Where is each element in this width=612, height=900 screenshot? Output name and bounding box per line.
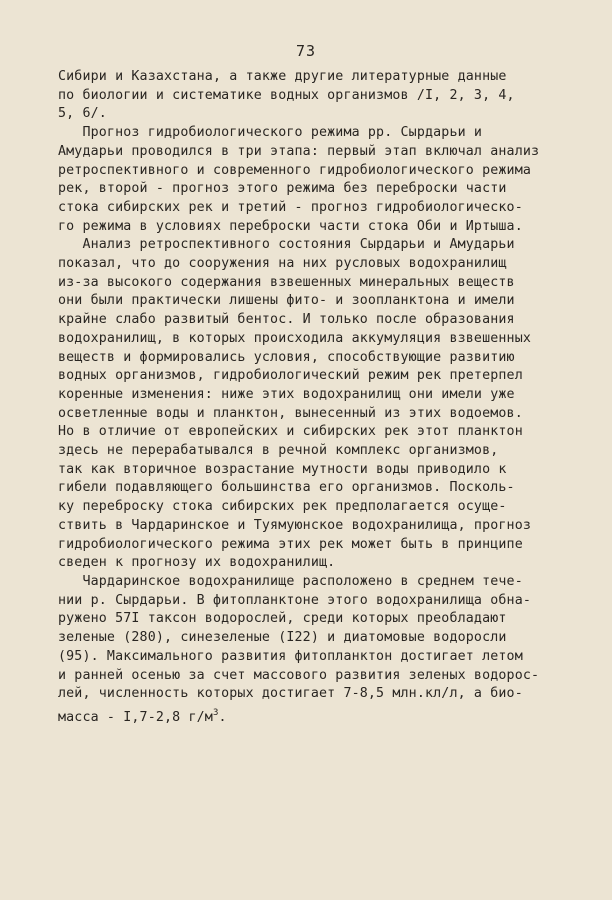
text-line: здесь не перерабатывался в речной комплекс организмов, [58, 443, 499, 459]
body-text [58, 68, 558, 728]
text-line: ствить в Чардаринское и Туямуюнское водохранилища, прогноз [58, 517, 532, 533]
text-line: сведен к прогнозу их водохранилищ. [58, 555, 336, 571]
text-line: рек, второй - прогноз этого режима без переброски части [58, 181, 507, 197]
text-line: ку переброску стока сибирских рек предполагается осуще- [58, 499, 507, 515]
text-line: коренные изменения: ниже этих водохранилищ они имели уже [58, 386, 515, 402]
text-line: Анализ ретроспективного состояния Сырдарьи и Амударьи [58, 237, 515, 253]
text-line: показал, что до сооружения на них русловых водохранилищ [58, 256, 507, 272]
text-line: (95). Максимального развития фитопланктон достигает летом [58, 648, 523, 664]
text-line: крайне слабо развитый бентос. И только после образования [58, 312, 515, 328]
text-line: ретроспективного и современного гидробиологического режима [58, 162, 532, 178]
final-period: . [218, 709, 227, 725]
text-line: водохранилищ, в которых происходила аккумуляция взвешенных [58, 330, 532, 346]
text-line: гибели подавляющего большинства его организмов. Посколь- [58, 480, 515, 496]
text-line: нии р. Сырдарьи. В фитопланктоне этого водохранилища обна- [58, 592, 532, 608]
text-line: так как вторичное возрастание мутности воды приводило к [58, 461, 507, 477]
text-line: осветленные воды и планктон, вынесенный из этих водоемов. [58, 405, 523, 421]
text-line: ружено 57I таксон водорослей, среди которых преобладают [58, 611, 507, 627]
text-line: веществ и формировались условия, способствующие развитию [58, 349, 515, 365]
text-line: зеленые (280), синезеленые (I22) и диатомовые водоросли [58, 630, 507, 646]
text-line: Чардаринское водохранилище расположено в среднем тече- [58, 573, 523, 589]
text-line: и ранней осенью за счет массового развития зеленых водорос- [58, 667, 540, 683]
text-line: Прогноз гидробиологического режима рр. Сырдарьи и [58, 125, 483, 141]
text-line: Но в отличие от европейских и сибирских рек этот планктон [58, 424, 523, 440]
text-line-last [58, 704, 558, 728]
text-line: Амударьи проводился в три этапа: первый этап включал анализ [58, 143, 540, 159]
page-number: 73 [295, 42, 317, 60]
text-line: гидробиологического режима этих рек может быть в принципе [58, 536, 523, 552]
text-line: водных организмов, гидробиологический режим рек претерпел [58, 368, 523, 384]
text-line: они были практически лишены фито- и зоопланктона и имели [58, 293, 515, 309]
text-line: лей, численность которых достигает 7-8,5 млн.кл/л, а био- [58, 686, 523, 702]
text-line: го режима в условиях переброски части стока Оби и Иртыша. [58, 218, 523, 234]
text-line: по биологии и систематике водных организмов /I, 2, 3, 4, [58, 87, 515, 103]
text-line: Сибири и Казахстана, а также другие литературные данные [58, 69, 507, 84]
last-line-text: масса - I,7-2,8 г/м [58, 709, 213, 725]
text-line: стока сибирских рек и третий - прогноз гидробиологическо- [58, 199, 523, 215]
text-line: из-за высокого содержания взвешенных минеральных веществ [58, 274, 515, 290]
superscript-three: 3 [212, 707, 219, 718]
text-line: 5, 6/. [58, 106, 107, 122]
